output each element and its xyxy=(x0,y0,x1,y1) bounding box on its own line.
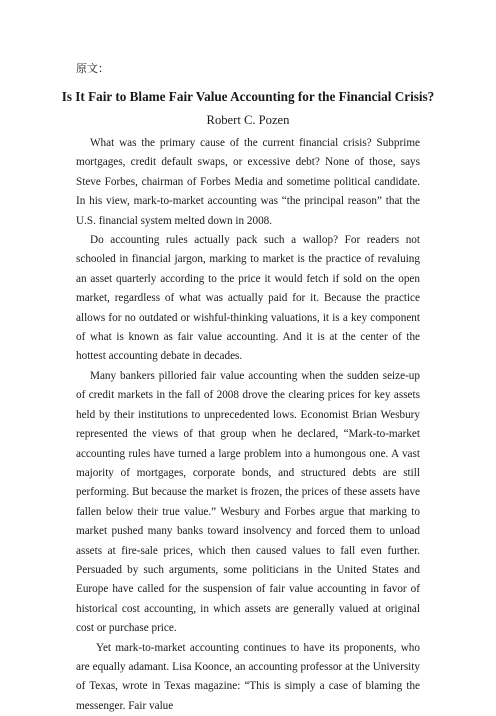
article-title: Is It Fair to Blame Fair Value Accounting for the Financial Crisis? xyxy=(61,89,435,104)
paragraph: What was the primary cause of the current financial crisis? Subprime mortgages, credit default swaps, or excessive debt? None of those, says Steve Forbes, chairman of Forbes Media and sometime political candidate. In his view, mark-to-market accounting was “the principal reason” that the U.S. financial system melted down in 2008. xyxy=(76,137,420,227)
paragraph: Yet mark-to-market accounting continues to have its proponents, who are equally adamant. Lisa Koonce, an accounting professor at the University of Texas, wrote in Texas magazine: “This is simply a case of blaming the messenger. Fair value xyxy=(76,641,420,712)
paragraph: Do accounting rules actually pack such a wallop? For readers not schooled in financial jargon, marking to market is the practice of revaluing an asset quarterly according to the price it would fetch if sold on the open market, regardless of what was actually paid for it. Because the practice allows for no outdated or wishful-thinking valuations, it is a key component of what is known as fair value accounting. And it is at the center of the hottest accounting debate in decades. xyxy=(76,234,420,363)
article-body xyxy=(76,134,420,716)
paragraph: Many bankers pilloried fair value accounting when the sudden seize-up of credit markets in the fall of 2008 drove the clearing prices for key assets held by their institutions to unprecedented lows. Economist Brian Wesbury represented the views of that group when he declared, “Mark-to-market accounting rules have turned a large problem into a humongous one. A vast majority of mortgages, corporate bonds, and structured debts are still performing. But because the market is frozen, the prices of these assets have fallen below their true value.” Wesbury and Forbes argue that marking to market pushed many banks toward insolvency and forced them to unload assets at fire-sale prices, which then caused values to fall even further. Persuaded by such arguments, some politicians in the United States and Europe have called for the suspension of fair value accounting in favor of historical cost accounting, in which assets are generally valued at original cost or purchase price. xyxy=(76,369,420,635)
source-label: 原文： xyxy=(76,63,109,75)
article-author: Robert C. Pozen xyxy=(206,113,290,127)
